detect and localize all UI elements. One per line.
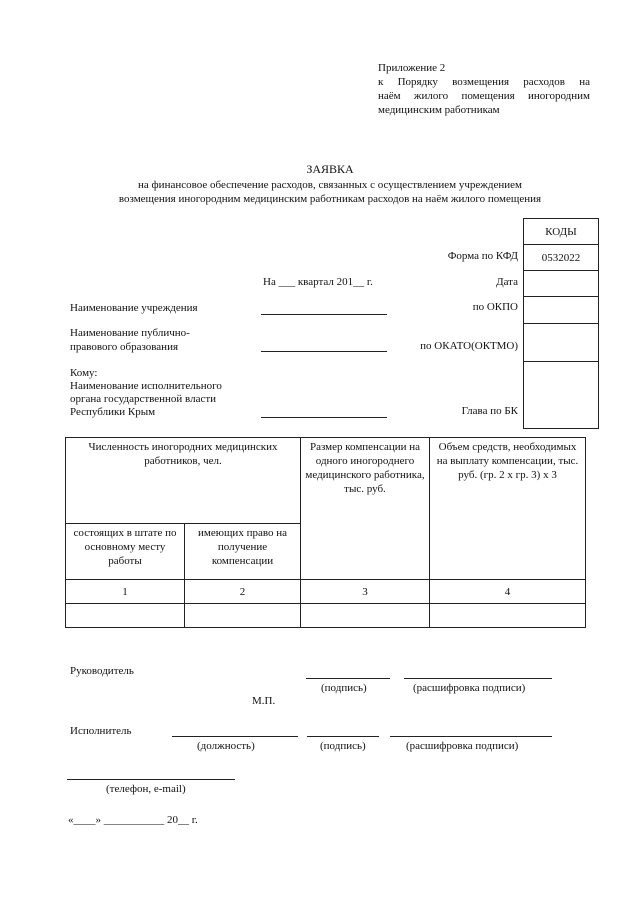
codes-table [523, 218, 599, 429]
label-to-3: органа государственной власти [70, 393, 217, 405]
label-bk: Глава по БК [461, 405, 518, 417]
main-table [65, 437, 586, 628]
appendix-line-2: к Порядку возмещения расходов на [378, 76, 590, 88]
codes-header: КОДЫ [524, 219, 599, 245]
document-subtitle-1: на финансовое обеспечение расходов, связанных с осуществлением учреждением [138, 179, 522, 191]
code-okpo [524, 297, 599, 324]
data-cell-3[interactable] [301, 604, 430, 628]
appendix-note [378, 61, 590, 117]
label-executor: Исполнитель [70, 725, 132, 737]
code-bk [524, 362, 599, 429]
document-title: ЗАЯВКА [306, 162, 354, 176]
executor-sign-line [307, 736, 379, 737]
col-num-1: 1 [66, 580, 185, 604]
label-public-1: Наименование публично- [70, 327, 190, 339]
head-sign-line [306, 678, 390, 679]
executor-decode-line [390, 736, 552, 737]
data-cell-4[interactable] [430, 604, 586, 628]
code-date [524, 271, 599, 297]
executor-position-line [172, 736, 298, 737]
label-okato: по ОКАТО(ОКТМО) [420, 340, 518, 352]
col-num-3: 3 [301, 580, 430, 604]
document-subtitle-2: возмещения иногородним медицинским работникам расходов на наём жилого помещения [118, 193, 542, 205]
head-sign-caption: (подпись) [321, 682, 367, 694]
executor-sign-caption: (подпись) [320, 740, 366, 752]
phone-line [67, 779, 235, 780]
label-public-2: правового образования [70, 341, 179, 353]
executor-decode-caption: (расшифровка подписи) [406, 740, 519, 752]
col-num-4: 4 [430, 580, 586, 604]
quarter-line: На ___ квартал 201__ г. [263, 276, 373, 288]
label-okpo: по ОКПО [472, 301, 518, 313]
col-num-2: 2 [185, 580, 301, 604]
label-kfd: Форма по КФД [447, 250, 518, 262]
label-to-4: Республики Крым [70, 406, 156, 418]
header-count: Численность иногородних медицинских работников, чел. [66, 438, 301, 524]
code-kfd: 0532022 [524, 245, 599, 271]
data-cell-2[interactable] [185, 604, 301, 628]
phone-caption: (телефон, e-mail) [106, 783, 186, 795]
institution-line [261, 314, 387, 315]
label-head: Руководитель [70, 665, 134, 677]
data-cell-1[interactable] [66, 604, 185, 628]
appendix-line-1: Приложение 2 [378, 62, 446, 74]
stamp-label: М.П. [252, 695, 276, 707]
label-date: Дата [496, 276, 518, 288]
header-volume: Объем средств, необходимых на выплату компенсации, тыс. руб. (гр. 2 х гр. 3) х 3 [430, 438, 586, 580]
head-decode-line [404, 678, 552, 679]
header-staff: состоящих в штате по основному месту работы [66, 524, 185, 580]
to-line [261, 417, 387, 418]
header-comp: Размер компенсации на одного иногороднего медицинского работника, тыс. руб. [301, 438, 430, 580]
label-institution: Наименование учреждения [70, 302, 198, 314]
date-line: «____» ___________ 20__ г. [68, 814, 198, 826]
appendix-line-3: наём жилого помещения иногородним [378, 90, 590, 102]
label-to-1: Кому: [70, 367, 98, 379]
appendix-line-4: медицинским работникам [378, 104, 500, 116]
executor-position-caption: (должность) [197, 740, 255, 752]
header-right: имеющих право на получение компенсации [185, 524, 301, 580]
code-okato [524, 324, 599, 362]
public-line [261, 351, 387, 352]
label-to-2: Наименование исполнительного [70, 380, 222, 392]
head-decode-caption: (расшифровка подписи) [413, 682, 526, 694]
